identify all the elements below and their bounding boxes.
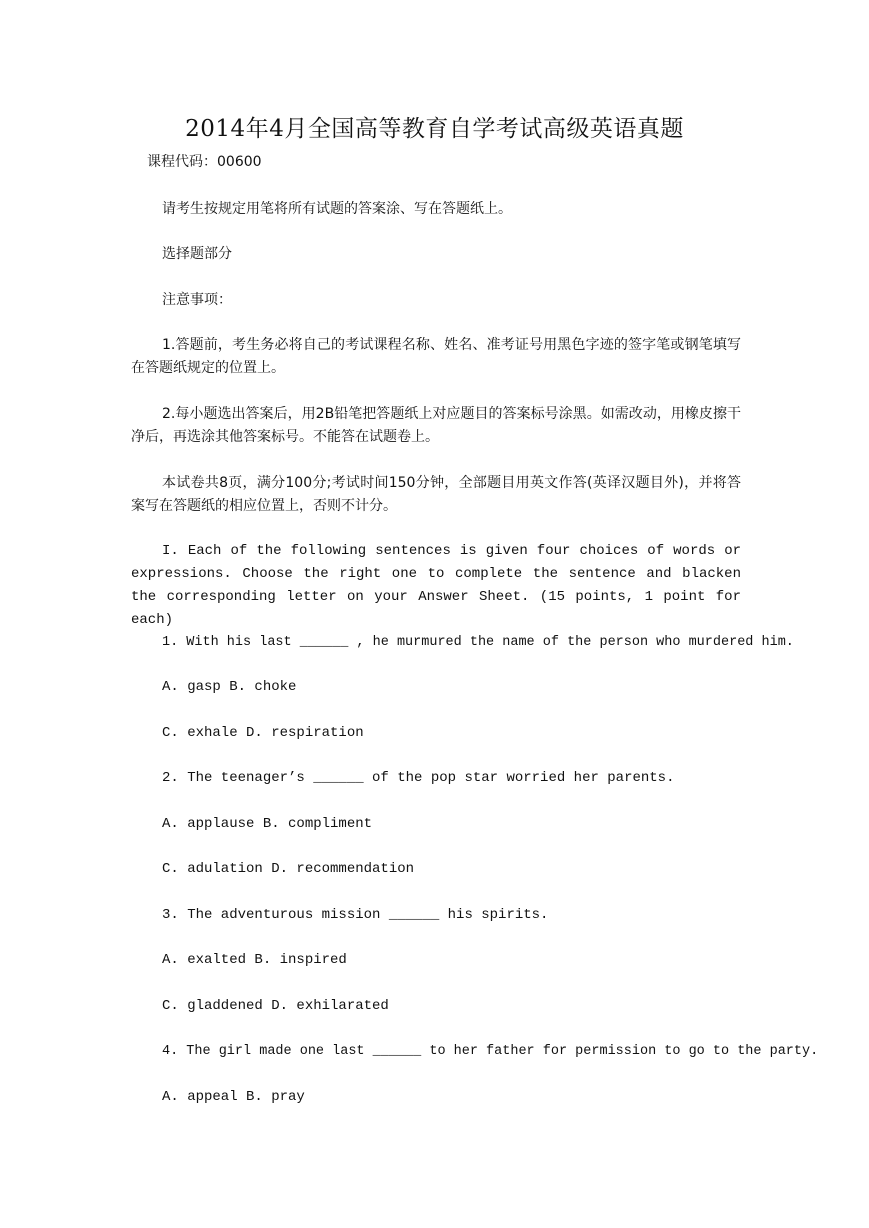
section-intro: I. Each of the following sentences is given four choices of words or expressions. Choose the right one to complete the sentence and blacken the corresponding letter on your Answer Sheet. (15 points, 1 point for each) xyxy=(131,543,741,628)
note-item-1: 1.答题前，考生务必将自己的考试课程名称、姓名、准考证号用黑色字迹的签字笔或钢笔填写在答题纸规定的位置上。 xyxy=(131,337,741,376)
notes-heading: 注意事项： xyxy=(162,292,232,308)
question-2-options-ab: A. applause B. compliment xyxy=(162,816,373,832)
question-2-stem: 2. The teenager’s ______ of the pop star worried her parents. xyxy=(162,770,675,786)
question-1-options-cd: C. exhale D. respiration xyxy=(162,725,364,741)
question-3-options-ab: A. exalted B. inspired xyxy=(162,952,347,968)
question-1-options-ab: A. gasp B. choke xyxy=(162,679,297,695)
instruction-answer-sheet: 请考生按规定用笔将所有试题的答案涂、写在答题纸上。 xyxy=(162,201,512,217)
section-heading-multiple-choice: 选择题部分 xyxy=(162,246,232,262)
question-4-stem: 4. The girl made one last ______ to her father for permission to go to the party. xyxy=(162,1044,819,1059)
course-code: 课程代码：00600 xyxy=(147,154,262,170)
page-title: 2014年4月全国高等教育自学考试高级英语真题 xyxy=(185,116,684,142)
question-3-stem: 3. The adventurous mission ______ his spirits. xyxy=(162,907,549,923)
note-item-2: 2.每小题选出答案后，用2B铅笔把答题纸上对应题目的答案标号涂黑。如需改动，用橡皮擦干净后，再选涂其他答案标号。不能答在试题卷上。 xyxy=(131,406,741,445)
question-1-stem: 1. With his last ______ , he murmured the name of the person who murdered him. xyxy=(162,635,794,650)
question-4-options-ab: A. appeal B. pray xyxy=(162,1089,305,1105)
exam-info-paragraph: 本试卷共8页，满分100分;考试时间150分钟，全部题目用英文作答(英译汉题目外)，并将答案写在答题纸的相应位置上，否则不计分。 xyxy=(131,475,741,514)
question-3-options-cd: C. gladdened D. exhilarated xyxy=(162,998,389,1014)
question-2-options-cd: C. adulation D. recommendation xyxy=(162,861,415,877)
